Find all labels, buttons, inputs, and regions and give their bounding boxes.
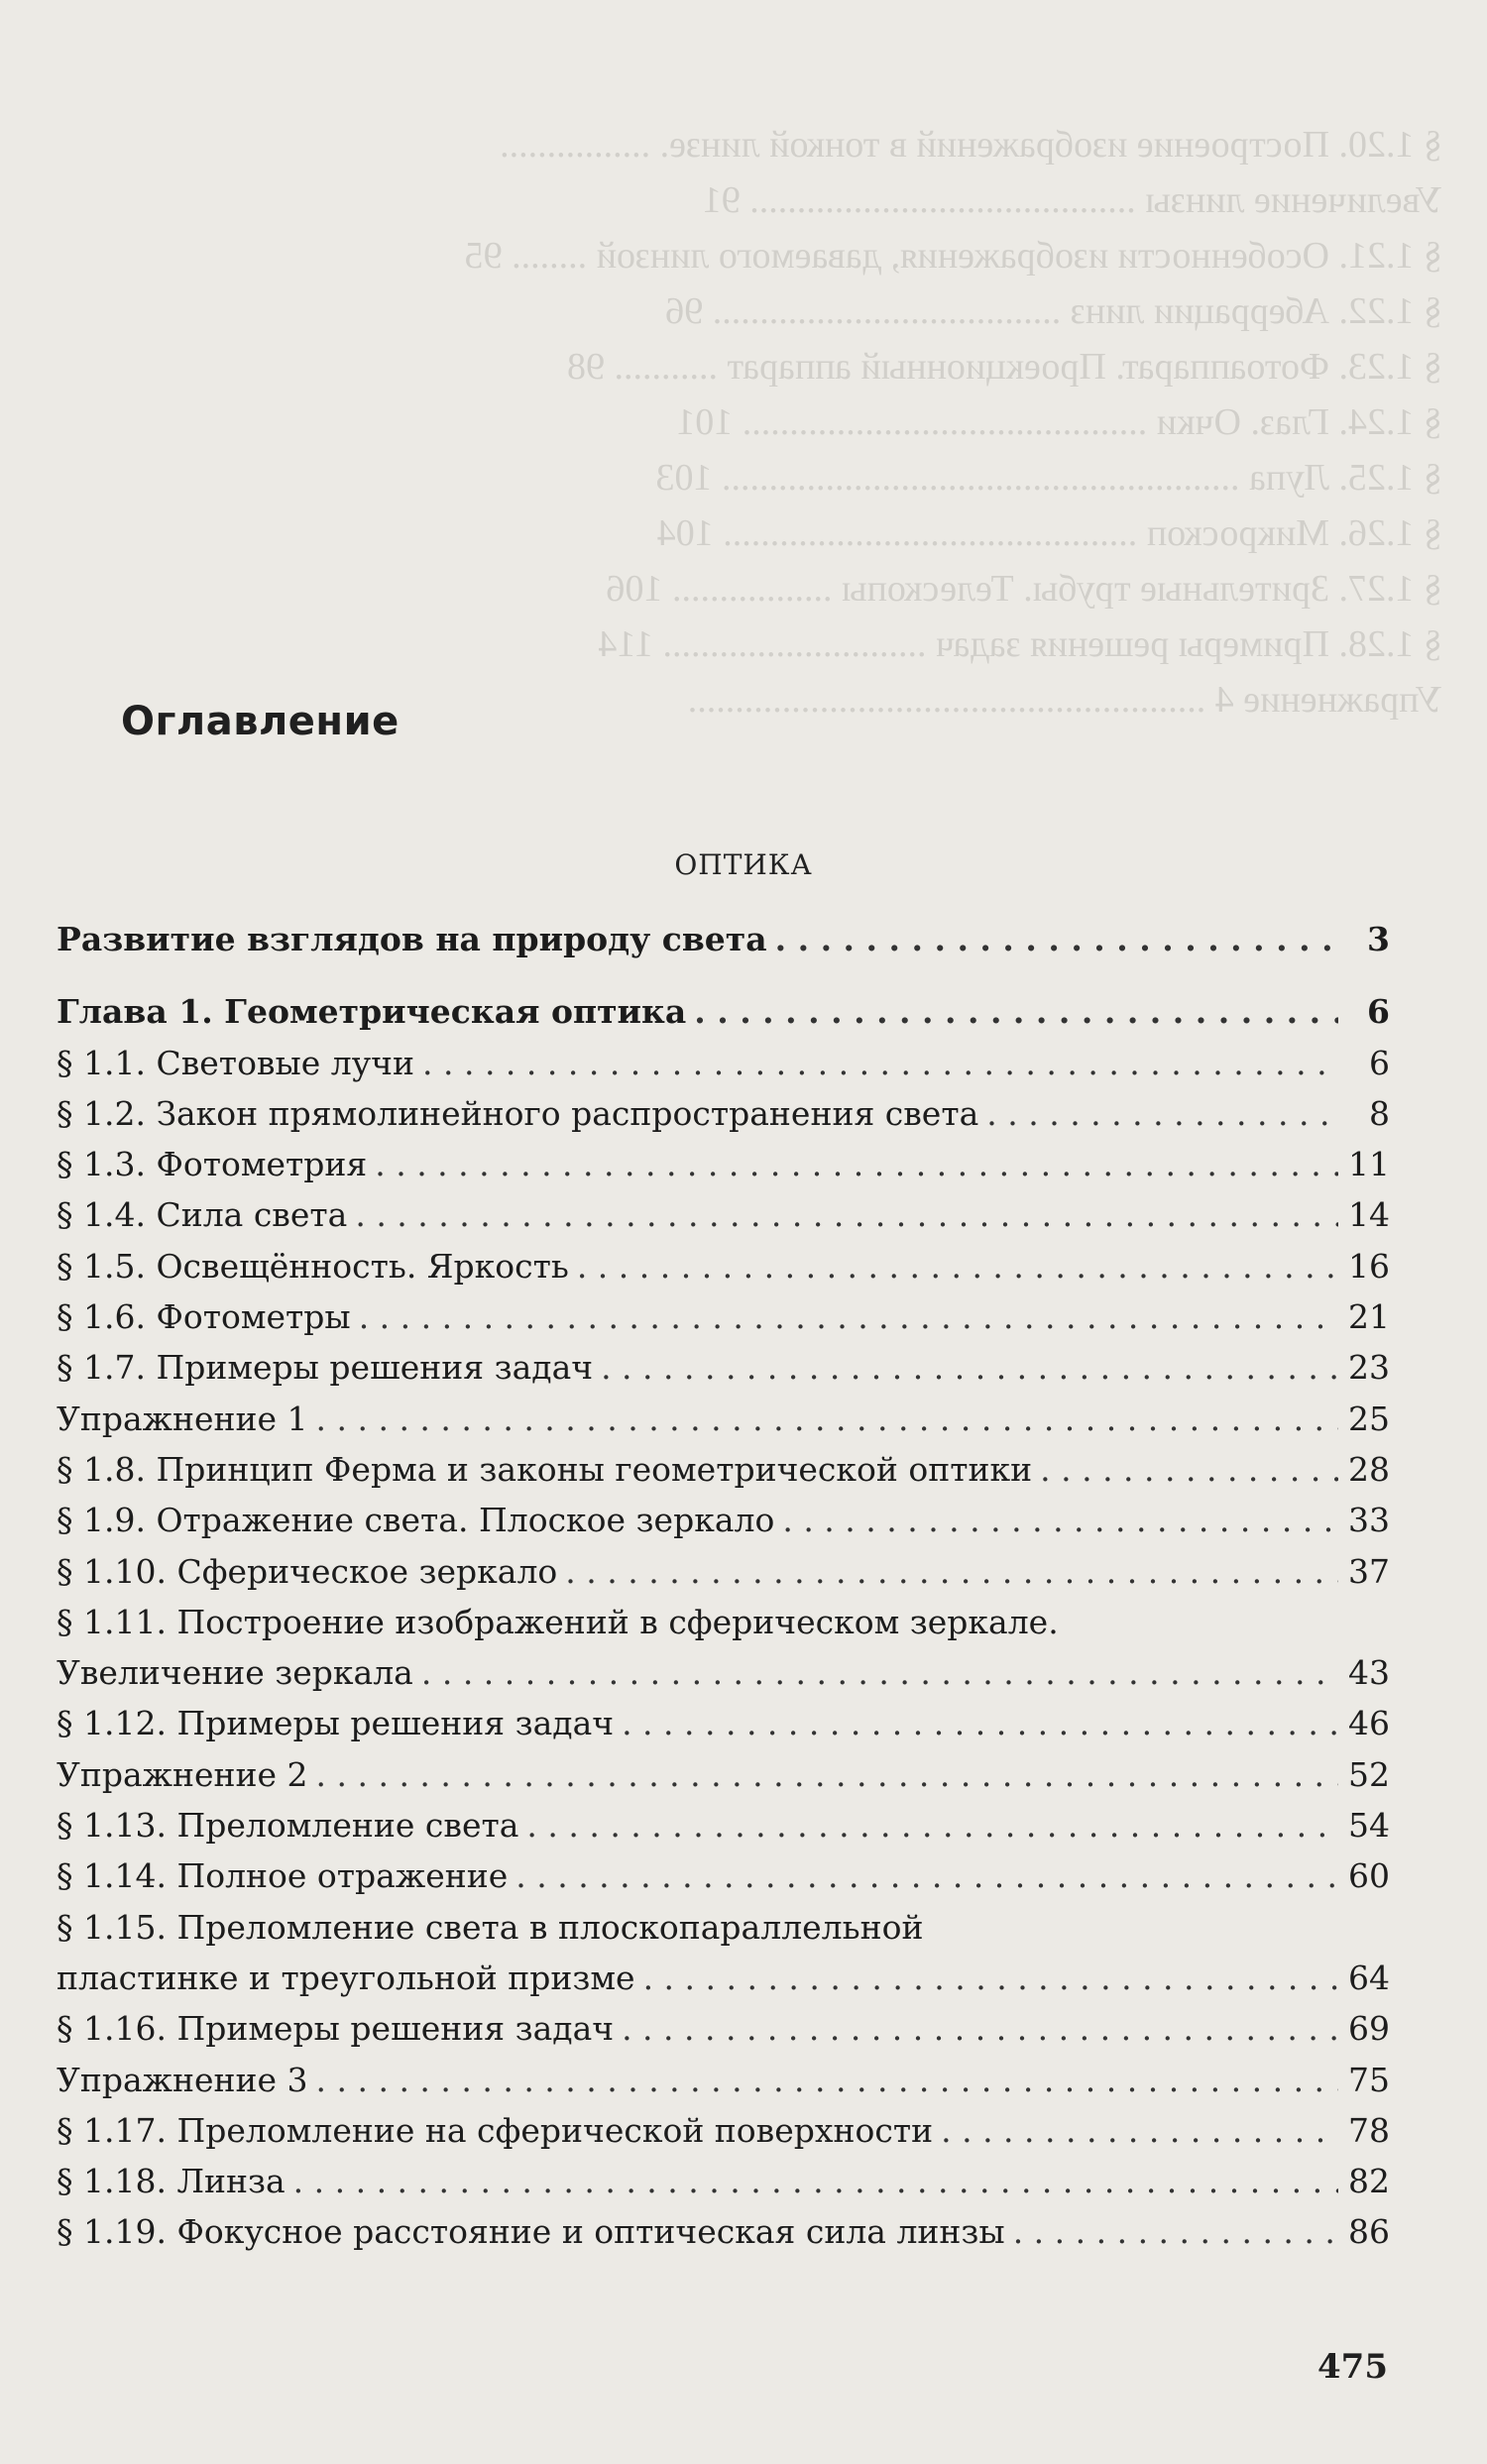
toc-entry-page: 37 — [1348, 1551, 1390, 1591]
toc-entry-title: § 1.5. Освещённость. Яркость — [57, 1246, 569, 1286]
toc-entry-page: 75 — [1348, 2060, 1390, 2099]
dot-leader — [565, 1552, 1338, 1591]
toc-entry-page: 69 — [1348, 2009, 1390, 2049]
toc-entry-title: § 1.19. Фокусное расстояние и оптическая сила линзы — [57, 2212, 1005, 2252]
dot-leader — [1040, 1450, 1338, 1489]
toc-entry-page: 64 — [1348, 1958, 1390, 1997]
toc-entry-page: 6 — [1367, 992, 1390, 1032]
toc-entry — [57, 1908, 1390, 1959]
toc-entry-title: § 1.6. Фотометры — [57, 1297, 351, 1337]
toc-entry-title: § 1.13. Преломление света — [57, 1806, 519, 1846]
toc-entry-title: § 1.10. Сферическое зеркало — [57, 1551, 558, 1591]
toc-entry-title: § 1.2. Закон прямолинейного распространения света — [57, 1093, 979, 1133]
dot-leader — [316, 2061, 1338, 2099]
toc-entry-page: 8 — [1369, 1093, 1390, 1133]
toc-entry — [57, 2061, 1390, 2111]
toc-entry — [57, 1044, 1390, 1094]
toc-entry — [57, 2111, 1390, 2162]
dot-leader — [515, 1856, 1338, 1895]
toc-entry — [57, 1400, 1390, 1450]
dot-leader — [421, 1653, 1338, 1692]
toc-entry-title: § 1.4. Сила света — [57, 1195, 348, 1235]
dot-leader — [577, 1247, 1338, 1286]
toc-entry-title: § 1.1. Световые лучи — [57, 1043, 414, 1082]
dot-leader — [775, 920, 1338, 958]
toc-entry-page: 82 — [1348, 2162, 1390, 2201]
dot-leader — [526, 1806, 1338, 1845]
page-number: 475 — [1317, 2347, 1388, 2387]
toc-entry-page: 28 — [1348, 1449, 1390, 1489]
toc-entry-title: § 1.8. Принцип Ферма и законы геометрической оптики — [57, 1449, 1033, 1489]
toc-entry-title: § 1.9. Отражение света. Плоское зеркало — [57, 1501, 775, 1540]
dot-leader — [293, 2162, 1338, 2200]
toc-entry-page: 14 — [1348, 1195, 1390, 1235]
toc-entry-title: Глава 1. Геометрическая оптика — [57, 992, 687, 1032]
dot-leader — [359, 1297, 1338, 1336]
toc-entry — [57, 920, 1390, 970]
toc-entry — [57, 1552, 1390, 1603]
toc-entry-title: Упражнение 2 — [57, 1754, 308, 1794]
dot-leader — [1013, 2212, 1338, 2251]
dot-leader — [986, 1094, 1338, 1133]
toc-entry-page: 54 — [1348, 1806, 1390, 1846]
dot-leader — [694, 992, 1338, 1031]
toc-entry-page: 33 — [1348, 1501, 1390, 1540]
toc-entry — [57, 1145, 1390, 1195]
toc-entry — [57, 1297, 1390, 1348]
toc-entry — [57, 2009, 1390, 2060]
toc-entry-title: § 1.7. Примеры решения задач — [57, 1348, 594, 1388]
toc-entry-title: § 1.16. Примеры решения задач — [57, 2009, 615, 2049]
dot-leader — [622, 1704, 1338, 1742]
toc-entry — [57, 2162, 1390, 2212]
dot-leader — [622, 2009, 1338, 2048]
toc-entry-title: § 1.12. Примеры решения задач — [57, 1704, 615, 1743]
toc-entry-title: § 1.11. Построение изображений в сферическом зеркале. — [57, 1602, 1059, 1641]
toc-entry-title: § 1.3. Фотометрия — [57, 1145, 368, 1184]
toc-entry-title: Развитие взглядов на природу света — [57, 920, 767, 958]
toc-entry — [57, 1806, 1390, 1856]
toc-entry-title: Упражнение 1 — [57, 1399, 308, 1438]
toc-entry-title: § 1.18. Линза — [57, 2162, 286, 2201]
toc-entry — [57, 1247, 1390, 1297]
toc-entry-title: пластинке и треугольной призме — [57, 1958, 635, 1997]
table-of-contents — [57, 920, 1390, 2264]
toc-entry-page: 86 — [1348, 2212, 1390, 2252]
toc-entry — [57, 1501, 1390, 1551]
toc-entry — [57, 1704, 1390, 1754]
toc-entry-page: 23 — [1348, 1348, 1390, 1388]
toc-entry-page: 52 — [1348, 1754, 1390, 1794]
toc-entry — [57, 1603, 1390, 1653]
toc-entry-title: § 1.14. Полное отражение — [57, 1856, 509, 1896]
toc-entry-page: 6 — [1369, 1043, 1390, 1082]
page-heading: Оглавление — [121, 699, 400, 744]
dot-leader — [601, 1348, 1338, 1387]
dot-leader — [355, 1195, 1338, 1234]
toc-entry-page: 78 — [1348, 2110, 1390, 2150]
toc-entry-page: 25 — [1348, 1399, 1390, 1438]
dot-leader — [316, 1400, 1338, 1438]
toc-entry — [57, 1195, 1390, 1246]
toc-entry — [57, 2212, 1390, 2263]
toc-gap — [57, 970, 1390, 992]
toc-entry-page: 3 — [1367, 920, 1390, 958]
dot-leader — [941, 2111, 1338, 2150]
dot-leader — [422, 1044, 1338, 1082]
toc-entry — [57, 1348, 1390, 1399]
toc-entry-page: 11 — [1348, 1145, 1390, 1184]
bleed-through-text: § 1.20. Построение изображений в тонкой линзе. ................ Увеличение линзы ......................................... 91 § 1.21. Особенности изображения, даваемого линзой ........ 95 § 1.22. Аберрации линз ..................................... 96 § 1.23. Фотоаппарат. Проекционный аппарат ........... 98 § 1.24. Глаз. Очки ........................................... 101 § 1.25. Лупа ....................................................... 103 § 1.26. Микроскоп ............................................ 104 § 1.27. Зрительные трубы. Телескопы ................. 106 § 1.28. Примеры решения задач ............................ 114 Упражнение 4 ....................................................... — [464, 124, 1442, 721]
toc-entry — [57, 1094, 1390, 1145]
toc-entry-page: 60 — [1348, 1856, 1390, 1896]
dot-leader — [375, 1145, 1338, 1183]
toc-entry — [57, 1653, 1390, 1704]
toc-entry-title: § 1.17. Преломление на сферической поверхности — [57, 2110, 934, 2150]
toc-entry-title: § 1.15. Преломление света в плоскопараллельной — [57, 1907, 924, 1947]
toc-entry — [57, 992, 1390, 1043]
toc-entry — [57, 1959, 1390, 2009]
dot-leader — [782, 1501, 1338, 1539]
section-title: ОПТИКА — [674, 848, 813, 881]
toc-entry-title: Упражнение 3 — [57, 2060, 308, 2099]
toc-entry-page: 16 — [1348, 1246, 1390, 1286]
dot-leader — [316, 1755, 1338, 1794]
toc-entry-page: 46 — [1348, 1704, 1390, 1743]
toc-entry — [57, 1755, 1390, 1806]
toc-entry — [57, 1450, 1390, 1501]
toc-entry-title: Увеличение зеркала — [57, 1653, 413, 1693]
toc-entry — [57, 1856, 1390, 1907]
toc-entry-page: 21 — [1348, 1297, 1390, 1337]
toc-entry-page: 43 — [1348, 1653, 1390, 1693]
dot-leader — [643, 1959, 1338, 1997]
